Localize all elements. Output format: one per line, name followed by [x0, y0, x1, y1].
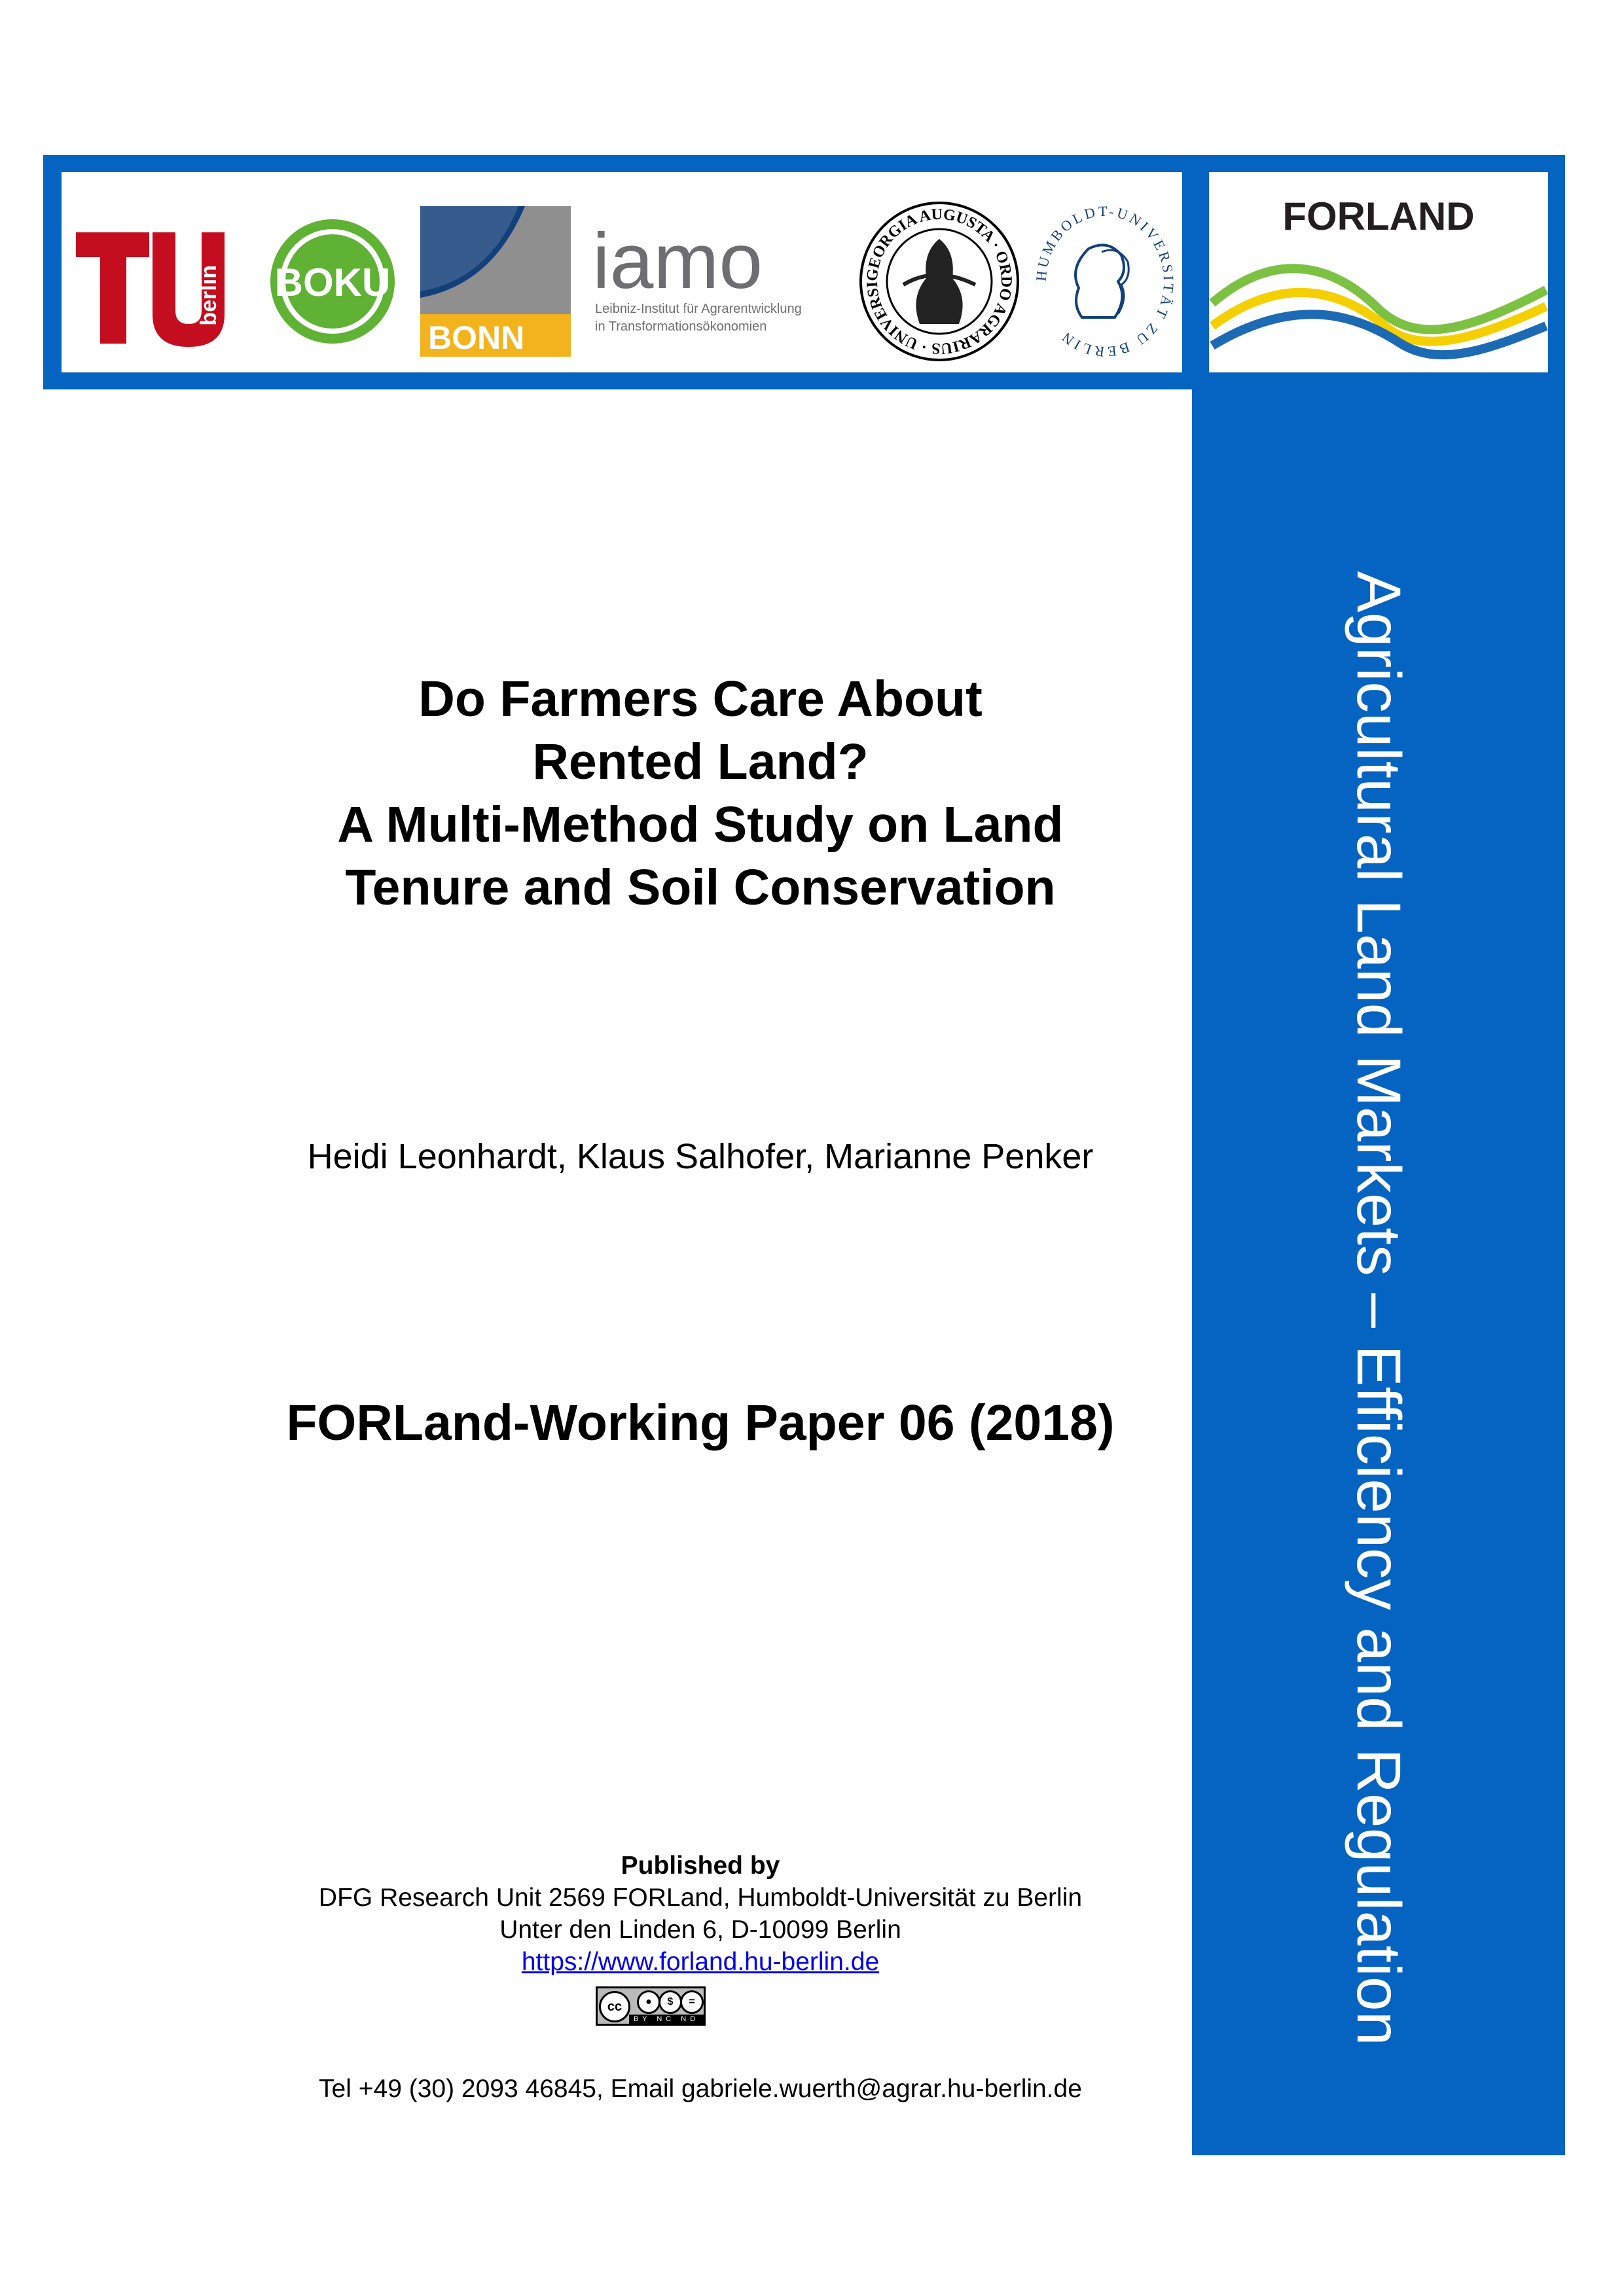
authors: Heidi Leonhardt, Klaus Salhofer, Marianne Penker: [307, 1137, 1094, 1176]
license-strip: BY NC ND: [629, 2015, 704, 2024]
working-paper-number: FORLand-Working Paper 06 (2018): [286, 1395, 1115, 1451]
title-line: Tenure and Soil Conservation: [345, 859, 1056, 916]
boku-text: BOKU: [274, 260, 391, 304]
bonn-logo: [420, 206, 571, 357]
forland-logo: [1209, 172, 1548, 372]
goettingen-seal-text: GEORGIA AUGUSTA · ORDO AGRARIUS · UNIVERSI: [863, 206, 1015, 357]
boku-logo: [267, 216, 398, 347]
contact-line: Tel +49 (30) 2093 46845, Email gabriele.wuerth@agrar.hu-berlin.de: [319, 2075, 1082, 2103]
goettingen-seal: [857, 200, 1021, 363]
publisher-line-1: DFG Research Unit 2569 FORLand, Humboldt-Universität zu Berlin: [318, 1884, 1083, 1912]
bonn-text: BONN: [428, 319, 525, 356]
publisher-block: [196, 1850, 1204, 1978]
published-by-label: Published by: [621, 1852, 780, 1880]
paper-title: [262, 668, 1139, 919]
publisher-line-2: Unter den Linden 6, D-10099 Berlin: [499, 1916, 901, 1944]
cc-by-nc-nd-icon: [596, 1986, 706, 2026]
cc-icon: cc: [599, 1991, 630, 2022]
humboldt-seal-text: HUMBOLDT-UNIVERSITÄT ZU BERLIN: [1033, 202, 1177, 361]
tu-berlin-text: berlin: [196, 265, 221, 326]
title-line: A Multi-Method Study on Land: [337, 797, 1064, 853]
forland-text: FORLAND: [1282, 194, 1475, 238]
nd-icon: =: [680, 1990, 704, 2014]
title-line: Rented Land?: [532, 734, 869, 790]
iamo-name: iamo: [592, 223, 763, 305]
humboldt-seal: [1033, 200, 1177, 363]
iamo-logo: [592, 223, 835, 340]
tu-berlin-logo: [71, 226, 231, 350]
nc-icon: $: [659, 1990, 682, 2014]
iamo-line2: in Transformationsökonomien: [595, 319, 767, 334]
title-line: Do Farmers Care About: [418, 671, 983, 727]
series-title: Agricultural Land Markets – Efficiency and Regulation: [1344, 571, 1413, 2046]
publisher-url-link[interactable]: https://www.forland.hu-berlin.de: [521, 1948, 880, 1976]
by-icon: ●: [637, 1990, 660, 2014]
iamo-line1: Leibniz-Institut für Agrarentwicklung: [595, 302, 802, 316]
